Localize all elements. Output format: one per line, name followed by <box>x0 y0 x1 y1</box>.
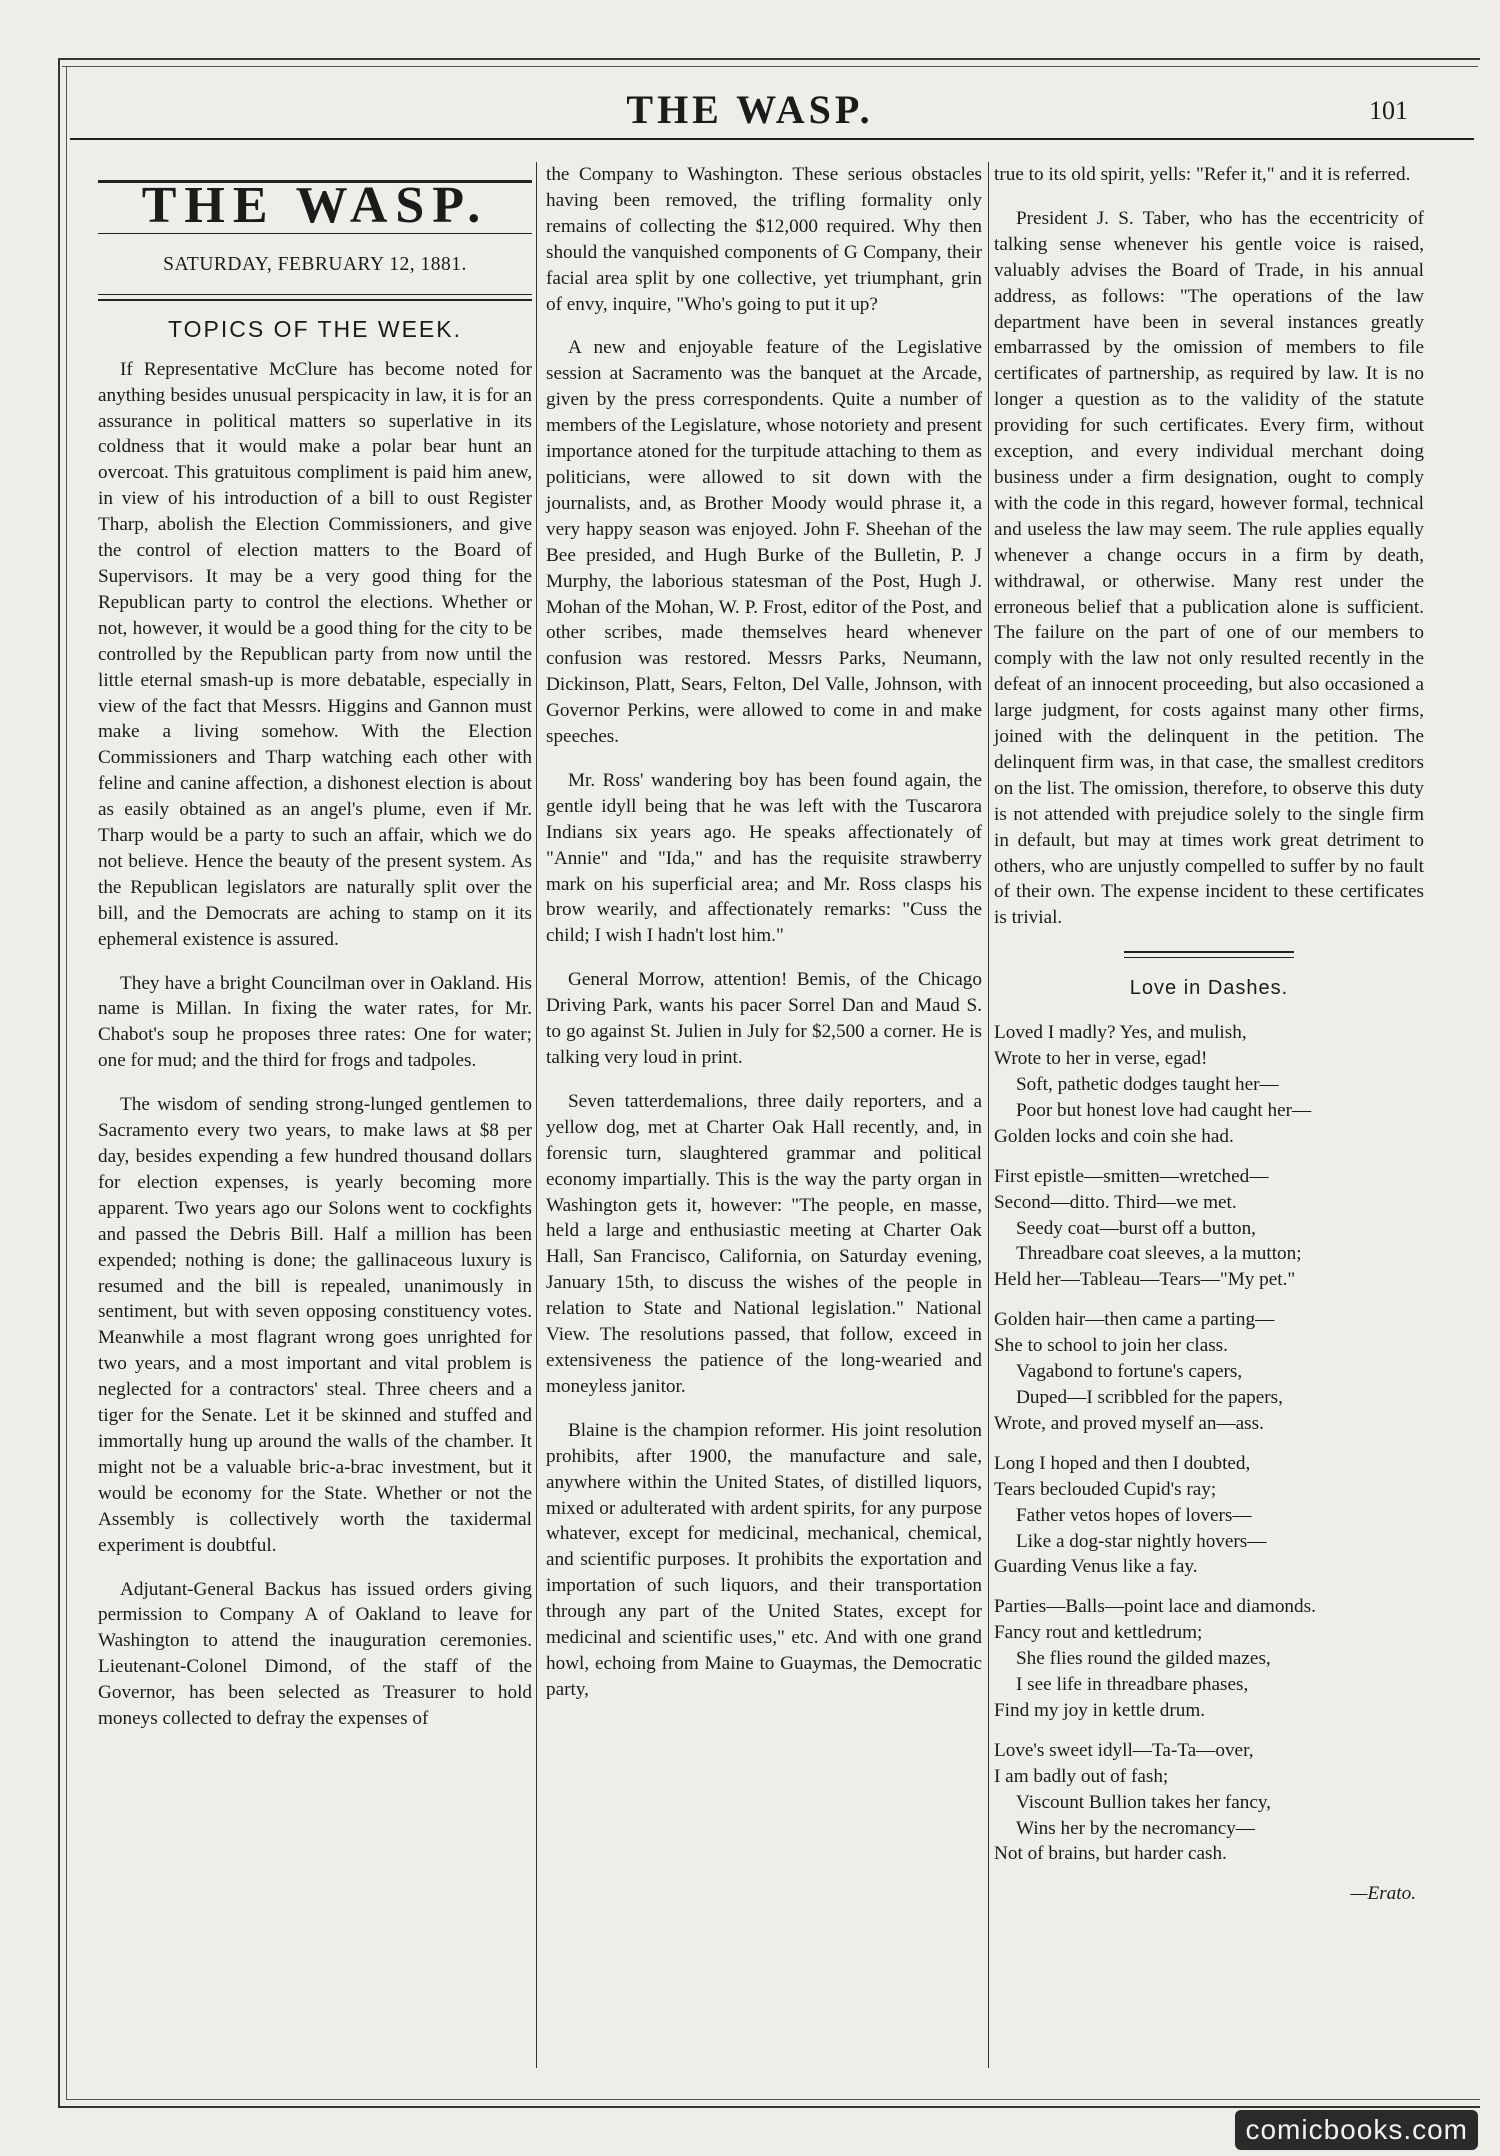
poem-line: Viscount Bullion takes her fancy, <box>1016 1791 1271 1813</box>
article-paragraph: General Morrow, attention! Bemis, of the Chicago Driving Park, wants his pacer Sorrel Dan and Maud S. to go against St. Julien in July for $2,500 a corner. He is talking very loud in print. <box>546 969 982 1068</box>
poem-line: Loved I madly? Yes, and mulish, <box>994 1022 1247 1044</box>
poem-title: Love in Dashes. <box>1129 977 1289 1000</box>
page-number: 101 <box>1369 96 1408 125</box>
poem-line: Seedy coat—burst off a button, <box>1016 1217 1256 1239</box>
poem-line: She flies round the gilded mazes, <box>1016 1648 1271 1670</box>
poem-line: Threadbare coat sleeves, a la mutton; <box>1016 1243 1302 1265</box>
header-rule <box>70 138 1474 140</box>
article-paragraph: A new and enjoyable feature of the Legislative session at Sacramento was the banquet at the Arcade, given by the press correspondents. Quite a number of members of the Legislature, whose notoriety and present importance atoned for the turpitude attaching to them as politicians, were allowed to sit down with the journalists, and, as Brother Moody would phrase it, a very happy season was enjoyed. John F. Sheehan of the Bee presided, and Hugh Burke of the Bulletin, P. J Murphy, the laborious statesman of the Post, Hugh J. Mohan of the Mohan, W. P. Frost, editor of the Post, and other scribes, made themselves heard whenever confusion was restored. Messrs Parks, Neumann, Dickinson, Platt, Sears, Felton, Del Valle, Johnson, with Governor Perkins, were allowed to come in and make speeches. <box>546 337 982 748</box>
poem-line: Fancy rout and kettledrum; <box>994 1622 1203 1644</box>
poem-line: First epistle—smitten—wretched— <box>994 1165 1269 1187</box>
article-paragraph: President J. S. Taber, who has the eccentricity of talking sense whenever his gentle voice is raised, valuably advises the Board of Trade, in his annual address, as follows: "The operations of the law department have been in several instances greatly embarrassed by the omission of members to file certificates of partnership, as required by law. It is no longer a question as to the validity of the statute providing for such certificates. Every firm, without exception, and every individual merchant doing business under a firm designation, ought to comply with the code in this regard, however formal, technical and useless the law may seem. The rule applies equally whenever a change occurs in a firm by death, withdrawal, or otherwise. Many rest under the erroneous belief that a publication alone is sufficient. The failure on the part of one of our members to comply with the law not only resulted recently in the defeat of an innocent proceeding, but also occasioned a large judgment, for costs against many other firms, joined with the delinquent in the petition. The delinquent firm was, in that case, the smallest creditors on the list. The omission, therefore, to observe this duty is not attended with prejudice solely to the single firm in default, but may at times work great detriment to others, who are unjustly compelled to suffer by no fault of their own. The expense incident to these certificates is trivial. <box>994 207 1424 929</box>
border-rule <box>66 66 67 2100</box>
poem-stanza <box>994 1451 1424 1581</box>
date-rule <box>98 294 532 295</box>
poem-line: Poor but honest love had caught her— <box>1016 1099 1312 1121</box>
issue-date: SATURDAY, FEBRUARY 12, 1881. <box>163 253 467 275</box>
poem-line: Duped—I scribbled for the papers, <box>1016 1386 1283 1408</box>
masthead-title: THE WASP. <box>141 177 489 234</box>
article-paragraph: Adjutant-General Backus has issued orders giving permission to Company A of Oakland to leave for Washington to attend the inauguration ceremonies. Lieutenant-Colonel Dimond, of the staff of the Governor, has been selected as Treasurer to hold moneys collected to defray the expenses of <box>98 1578 532 1730</box>
column-1 <box>98 162 532 1750</box>
poem-line: She to school to join her class. <box>994 1335 1228 1357</box>
poem-line: Parties—Balls—point lace and diamonds. <box>994 1596 1316 1618</box>
poem-stanza <box>994 1020 1424 1150</box>
poem-line: Wrote, and proved myself an—ass. <box>994 1412 1264 1434</box>
border-rule <box>58 58 1480 60</box>
border-rule <box>66 2099 1480 2100</box>
column-2 <box>546 162 982 1721</box>
date-rule <box>98 299 532 301</box>
poem-line: Father vetos hopes of lovers— <box>1016 1504 1252 1526</box>
poem-line: Long I hoped and then I doubted, <box>994 1452 1251 1474</box>
article-paragraph: the Company to Washington. These serious obstacles having been removed, the trifling formality only remains of collecting the $12,000 required. Why then should the vanquished components of G Company, their facial area split by one collective, yet triumphant, grin of envy, inquire, "Who's going to put it up? <box>546 164 982 315</box>
poem-line: Wins her by the necromancy— <box>1016 1817 1255 1839</box>
poem-line: Like a dog-star nightly hovers— <box>1016 1530 1267 1552</box>
article-paragraph: The wisdom of sending strong-lunged gentlemen to Sacramento every two years, to make laws at $8 per day, besides expending a few hundred thousand dollars for election expenses, is yearly becoming more apparent. Two years ago our Solons went to cockfights and passed the Debris Bill. Half a million has been expended; nothing is done; the gallinaceous luxury is resumed and the bill is repealed, unanimously in sentiment, but with seven opposing constituency votes. Meanwhile a most flagrant wrong goes unrighted for two years, and a most important and vital problem is neglected for a contractors' steal. Three cheers and a tiger for the Senate. Let it be skinned and stuffed and immortally hung up around the walls of the chamber. It might not be a valuable bric-a-brac investment, but it would be economy for the State. Whether or not the Assembly is collectively worth the taxidermal experiment is doubtful. <box>98 1094 532 1556</box>
border-rule <box>58 58 60 2108</box>
poem-line: I see life in threadbare phases, <box>1016 1674 1249 1696</box>
poem-rule <box>1124 951 1294 953</box>
poem-line: Held her—Tableau—Tears—"My pet." <box>994 1269 1296 1291</box>
poem-line: Golden hair—then came a parting— <box>994 1309 1275 1331</box>
poem-line: Find my joy in kettle drum. <box>994 1699 1206 1721</box>
poem-line: I am badly out of fash; <box>994 1765 1169 1787</box>
poem-line: Love's sweet idyll—Ta-Ta—over, <box>994 1739 1254 1761</box>
border-rule <box>62 66 1478 67</box>
poem-line: Guarding Venus like a fay. <box>994 1556 1198 1578</box>
poem-line: Golden locks and coin she had. <box>994 1125 1234 1147</box>
article-paragraph: Blaine is the champion reformer. His joint resolution prohibits, after 1900, the manufacture and sale, anywhere within the United States, of distilled liquors, mixed or adulterated with ardent spirits, for any purpose whatever, except for medicinal, mechanical, chemical, and scientific purposes. It prohibits the exportation and importation of such liquors, and their transportation through any part of the United States, except for medicinal and scientific uses," etc. And with one grand howl, echoing from Maine to Guaymas, the Democratic party, <box>546 1419 982 1700</box>
article-paragraph: If Representative McClure has become noted for anything besides unusual perspicacity in law, it is for an assurance in political matters so superlative in its coldness that it would make a polar bear hunt an overcoat. This gratuitous compliment is paid him anew, in view of his introduction of a bill to oust Register Tharp, abolish the Election Commissioners, and give the control of election matters to the Board of Supervisors. It may be a very good thing for the Republican party to control the elections. Whether or not, however, it would be a good thing for the city to be controlled by the Republican party from now until the little eternal smash-up is more debatable, especially in view of the fact that Messrs. Higgins and Gannon must make a living somehow. With the Election Commissioners and Tharp watching each other with feline and canine affection, a dishonest election is about as easily obtained as an angel's plume, even if Mr. Tharp would be a party to such an affair, which we do not believe. Hence the beauty of the present system. As the Republican legislators are naturally split over the bill, and the Democrats are aching to stamp on it its ephemeral existence is assured. <box>98 358 532 950</box>
poem-stanza <box>994 1164 1424 1294</box>
section-heading: TOPICS OF THE WEEK. <box>167 315 463 342</box>
poem-line: Vagabond to fortune's capers, <box>1016 1361 1243 1383</box>
article-paragraph: They have a bright Councilman over in Oakland. His name is Millan. In fixing the water rates, for Mr. Chabot's soup he proposes three rates: One for water; one for mud; and the third for frogs and tadpoles. <box>98 972 532 1072</box>
article-paragraph: Mr. Ross' wandering boy has been found again, the gentle idyll being that he was left with the Tuscarora Indians six years ago. He speaks affectionately of "Annie" and "Ida," and has the requisite strawberry mark on his superficial area; and Mr. Ross clasps his brow wearily, and affectionately remarks: "Cuss the child; I wish I hadn't lost him." <box>546 769 982 947</box>
poem-line: Second—ditto. Third—we met. <box>994 1191 1237 1213</box>
column-rule <box>536 162 537 2068</box>
poem-signature: —Erato. <box>1350 1883 1416 1905</box>
masthead <box>98 177 532 343</box>
article-paragraph: Seven tatterdemalions, three daily reporters, and a yellow dog, met at Charter Oak Hall recently, and, in forensic turn, slaughtered grammar and political economy impartially. This is the way the party organ in Washington gets it, however: "The people, en masse, held a large and enthusiastic meeting at Charter Oak Hall, San Francisco, California, on Saturday evening, January 15th, to discuss the wishes of the people in relation to State and National legislation." National View. The resolutions passed, that follow, exceed in extensiveness the patience of the long-wearied and moneyless janitor. <box>546 1090 982 1397</box>
poem-stanza <box>994 1738 1424 1868</box>
column-rule <box>988 162 989 2068</box>
border-rule <box>58 2106 1480 2108</box>
poem-line: Not of brains, but harder cash. <box>994 1843 1227 1865</box>
poem-stanza <box>994 1307 1424 1437</box>
running-head: THE WASP. <box>626 87 874 132</box>
poem-line: Soft, pathetic dodges taught her— <box>1016 1074 1279 1095</box>
article-paragraph: true to its old spirit, yells: "Refer it," and it is referred. <box>994 164 1411 185</box>
poem-line: Tears beclouded Cupid's ray; <box>994 1478 1217 1500</box>
column-3 <box>994 162 1424 1907</box>
poem-line: Wrote to her in verse, egad! <box>994 1048 1208 1070</box>
poem-rule <box>1124 957 1294 958</box>
poem-stanza <box>994 1594 1424 1724</box>
poem <box>994 1020 1424 1867</box>
watermark: comicbooks.com <box>1235 2110 1478 2150</box>
